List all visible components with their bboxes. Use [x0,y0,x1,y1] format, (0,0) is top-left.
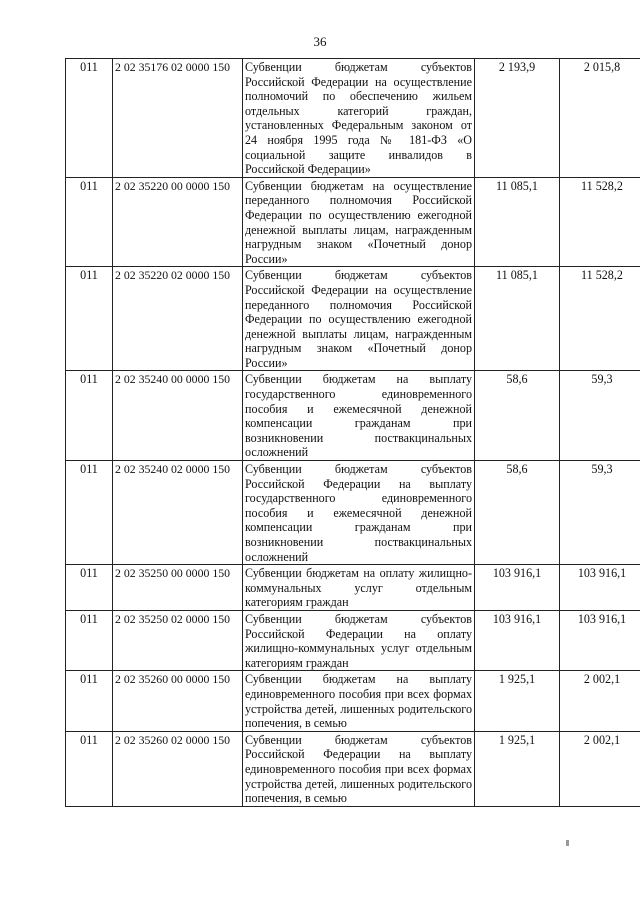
budget-classification-code-cell: 2 02 35240 02 0000 150 [113,461,243,565]
admin-code-cell: 011 [66,731,113,806]
table-row [66,177,640,267]
table-row [66,461,640,565]
amount-year-1-cell: 58,6 [475,371,560,461]
table-row [66,565,640,611]
admin-code-cell: 011 [66,267,113,371]
amount-year-2-cell: 103 916,1 [560,565,640,611]
amount-year-2-cell: 59,3 [560,461,640,565]
amount-year-1-cell: 103 916,1 [475,610,560,670]
admin-code-cell: 011 [66,565,113,611]
budget-classification-code-cell: 2 02 35250 02 0000 150 [113,610,243,670]
page-number: 36 [313,34,327,49]
budget-classification-code-cell: 2 02 35260 00 0000 150 [113,671,243,731]
admin-code-cell: 011 [66,371,113,461]
admin-code-cell: 011 [66,177,113,267]
revenue-name-cell: Субвенции бюджетам субъектов Российской Федерации на осуществление переданного полномочия Российской Федерации по осуществлению ежегодной денежной выплаты лицам, награжденным нагрудным знаком «Почетный донор России» [243,267,475,371]
revenue-name-cell: Субвенции бюджетам на осуществление переданного полномочия Российской Федерации по осуществлению ежегодной денежной выплаты лицам, награжденным нагрудным знаком «Почетный донор России» [243,177,475,267]
table-row [66,267,640,371]
table-row [66,371,640,461]
budget-classification-code-cell: 2 02 35250 00 0000 150 [113,565,243,611]
table-row [66,671,640,731]
admin-code-cell: 011 [66,671,113,731]
revenue-name-cell: Субвенции бюджетам на выплату единовременного пособия при всех формах устройства детей, лишенных родительского попечения, в семью [243,671,475,731]
revenue-name-cell: Субвенции бюджетам на оплату жилищно-коммунальных услуг отдельным категориям граждан [243,565,475,611]
amount-year-1-cell: 58,6 [475,461,560,565]
amount-year-2-cell: 59,3 [560,371,640,461]
amount-year-1-cell: 103 916,1 [475,565,560,611]
amount-year-2-cell: 2 015,8 [560,59,640,178]
amount-year-1-cell: 1 925,1 [475,731,560,806]
budget-revenue-table [65,58,640,807]
amount-year-2-cell: 2 002,1 [560,671,640,731]
revenue-name-cell: Субвенции бюджетам субъектов Российской Федерации на выплату единовременного пособия при всех формах устройства детей, лишенных родительского попечения, в семью [243,731,475,806]
amount-year-1-cell: 1 925,1 [475,671,560,731]
table-row [66,610,640,670]
budget-classification-code-cell: 2 02 35220 00 0000 150 [113,177,243,267]
admin-code-cell: 011 [66,610,113,670]
scan-mark [566,840,569,846]
budget-classification-code-cell: 2 02 35260 02 0000 150 [113,731,243,806]
amount-year-2-cell: 11 528,2 [560,177,640,267]
amount-year-1-cell: 2 193,9 [475,59,560,178]
amount-year-1-cell: 11 085,1 [475,177,560,267]
revenue-name-cell: Субвенции бюджетам на выплату государственного единовременного пособия и ежемесячной денежной компенсации гражданам при возникновении поствакцинальных осложнений [243,371,475,461]
amount-year-2-cell: 103 916,1 [560,610,640,670]
admin-code-cell: 011 [66,461,113,565]
revenue-name-cell: Субвенции бюджетам субъектов Российской Федерации на осуществление полномочий по обеспечению жильем отдельных категорий граждан, установленных Федеральным законом от 24 ноября 1995 года № 181-ФЗ «О социальной защите инвалидов в Российской Федерации» [243,59,475,178]
revenue-name-cell: Субвенции бюджетам субъектов Российской Федерации на оплату жилищно-коммунальных услуг отдельным категориям граждан [243,610,475,670]
budget-classification-code-cell: 2 02 35176 02 0000 150 [113,59,243,178]
revenue-name-cell: Субвенции бюджетам субъектов Российской Федерации на выплату государственного единовременного пособия и ежемесячной денежной компенсации гражданам при возникновении поствакцинальных осложнений [243,461,475,565]
budget-classification-code-cell: 2 02 35220 02 0000 150 [113,267,243,371]
amount-year-1-cell: 11 085,1 [475,267,560,371]
admin-code-cell: 011 [66,59,113,178]
budget-classification-code-cell: 2 02 35240 00 0000 150 [113,371,243,461]
amount-year-2-cell: 2 002,1 [560,731,640,806]
table-row [66,731,640,806]
amount-year-2-cell: 11 528,2 [560,267,640,371]
table-row [66,59,640,178]
